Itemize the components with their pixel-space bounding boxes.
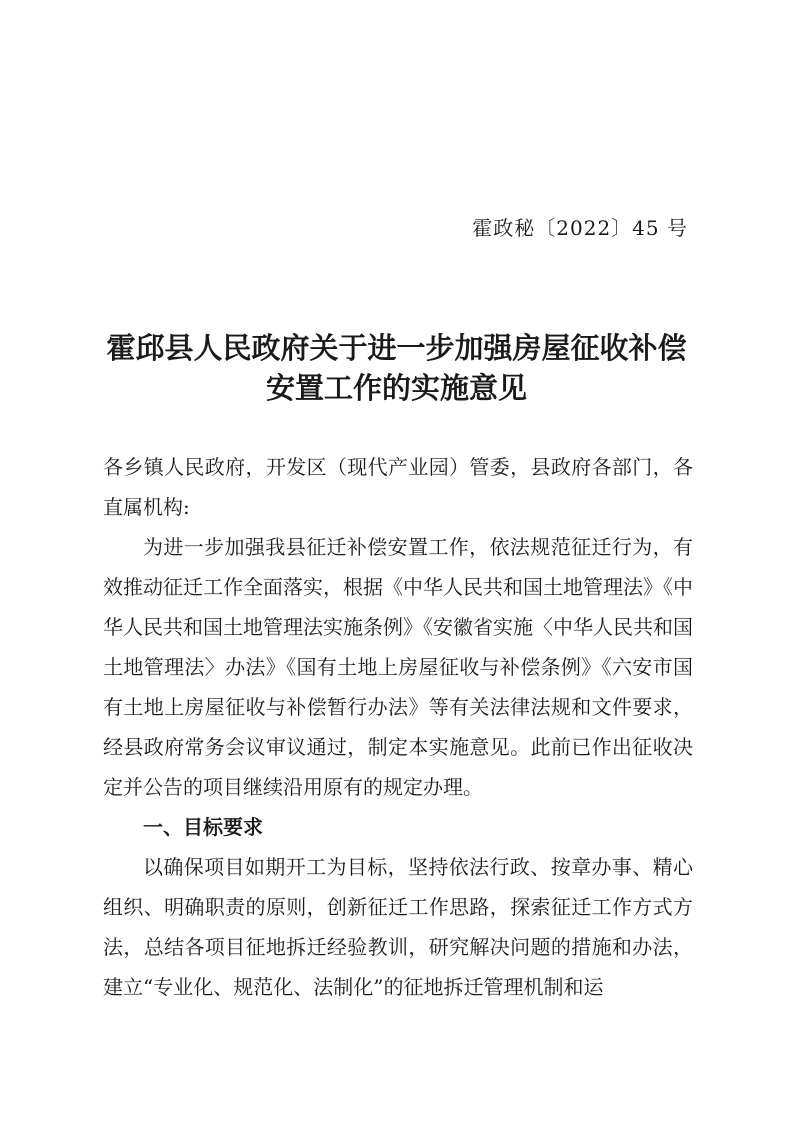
title-line-2: 安置工作的实施意见	[265, 371, 527, 405]
document-body	[103, 447, 693, 1007]
document-title	[0, 328, 793, 408]
addressee: 各乡镇人民政府，开发区（现代产业园）管委，县政府各部门，各直属机构:	[103, 455, 693, 519]
title-line-1: 霍邱县人民政府关于进一步加强房屋征收补偿	[106, 331, 687, 365]
paragraph: 为进一步加强我县征迁补偿安置工作，依法规范征迁行为，有效推动征迁工作全面落实，根据《中华人民共和国土地管理法》《中华人民共和国土地管理法实施条例》《安徽省实施〈中华人民共和国土地管理法〉办法》《国有土地上房屋征收与补偿条例》《六安市国有土地上房屋征收与补偿暂行办法》等有关法律法规和文件要求，经县政府常务会议审议通过，制定本实施意见。此前已作出征收决定并公告的项目继续沿用原有的规定办理。	[103, 535, 693, 799]
section-heading: 一、目标要求	[143, 815, 263, 839]
document-number: 霍政秘〔2022〕45 号	[472, 216, 688, 240]
paragraph: 以确保项目如期开工为目标，坚持依法行政、按章办事、精心组织、明确职责的原则，创新征迁工作思路，探索征迁工作方式方法，总结各项目征地拆迁经验教训，研究解决问题的措施和办法，建立“专业化、规范化、法制化”的征地拆迁管理机制和运	[103, 855, 693, 999]
